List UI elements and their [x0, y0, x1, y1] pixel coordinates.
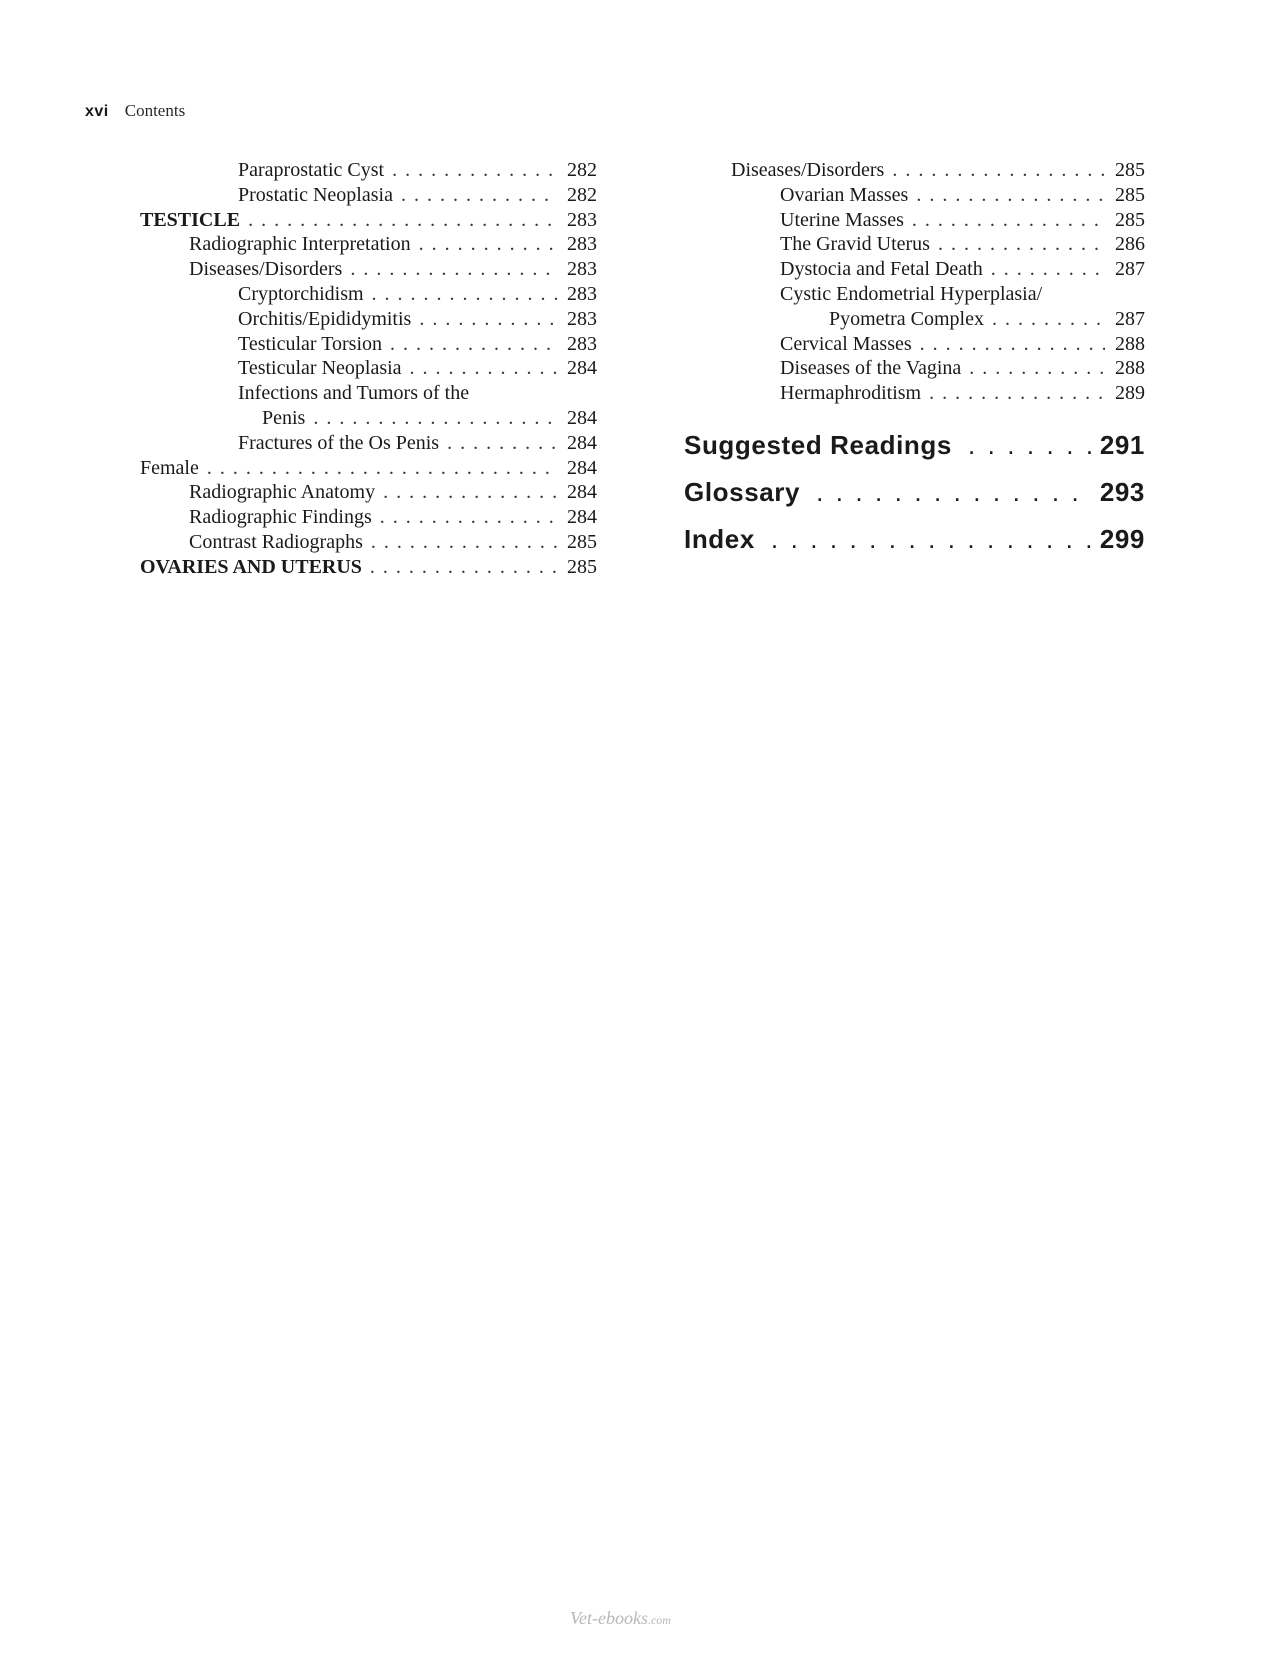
toc-entry-page: 283	[567, 233, 597, 256]
toc-entry[interactable]	[140, 480, 597, 505]
toc-entry[interactable]	[731, 356, 1145, 381]
dot-leader	[371, 530, 557, 555]
running-head	[85, 101, 185, 121]
toc-entry-page: 285	[567, 555, 597, 578]
toc-entry-page: 287	[1115, 307, 1145, 330]
toc-entry[interactable]	[140, 381, 597, 406]
toc-entry[interactable]	[140, 356, 597, 381]
toc-entry-page: 285	[1115, 183, 1145, 206]
toc-entry[interactable]	[731, 332, 1145, 357]
toc-entry-page: 282	[567, 159, 597, 181]
dot-leader	[969, 356, 1105, 381]
watermark-logo	[570, 1608, 671, 1629]
running-head-title: Contents	[124, 101, 186, 120]
dot-leader	[920, 332, 1105, 357]
dot-leader	[916, 183, 1105, 208]
toc-entry-title: Radiographic Anatomy	[189, 481, 376, 504]
dot-leader	[419, 307, 557, 332]
dot-leader	[313, 406, 557, 431]
dot-leader	[401, 183, 557, 208]
dot-leader	[447, 431, 557, 456]
toc-entry-title: Contrast Radiographs	[189, 530, 363, 553]
dot-leader	[992, 307, 1105, 332]
toc-entry-title: Diseases/Disorders	[189, 258, 343, 281]
dot-leader	[419, 232, 557, 257]
toc-entry-page: 285	[1115, 159, 1145, 181]
toc-entry-title: Uterine Masses	[780, 208, 904, 231]
toc-entry[interactable]	[140, 158, 597, 183]
page-folio: xvi	[85, 103, 109, 120]
toc-entry[interactable]	[731, 282, 1145, 307]
toc-entry-title: Paraprostatic Cyst	[238, 159, 385, 181]
toc-entry-title: Testicular Neoplasia	[238, 357, 402, 380]
dot-leader	[207, 456, 557, 481]
toc-entry[interactable]	[731, 257, 1145, 282]
toc-entry[interactable]	[140, 232, 597, 257]
toc-entry[interactable]	[140, 282, 597, 307]
toc-entry-title: Radiographic Findings	[189, 506, 372, 529]
toc-entry-page: 285	[567, 530, 597, 553]
toc-entry-page: 285	[1115, 208, 1145, 231]
toc-entry-title: Diseases of the Vagina	[780, 357, 962, 380]
dot-leader	[390, 332, 557, 357]
toc-entry[interactable]	[140, 208, 597, 233]
major-section-page: 299	[1099, 524, 1145, 554]
toc-entry-title: The Gravid Uterus	[780, 233, 930, 256]
dot-leader	[912, 208, 1105, 233]
toc-entry-title: Cervical Masses	[780, 332, 912, 355]
toc-entry-page: 284	[567, 406, 597, 429]
toc-entry[interactable]	[731, 381, 1145, 406]
dot-leader	[968, 430, 1092, 461]
toc-entry-page: 283	[567, 282, 597, 305]
dot-leader	[350, 257, 557, 282]
toc-entry[interactable]	[731, 232, 1145, 257]
toc-entry-page: 284	[567, 506, 597, 529]
toc-entry-title: Orchitis/Epididymitis	[238, 307, 412, 330]
toc-entry-title: Radiographic Interpretation	[189, 233, 411, 256]
toc-entry-page: 283	[567, 208, 597, 231]
dot-leader	[410, 356, 557, 381]
toc-entry-title: Fractures of the Os Penis	[238, 431, 440, 454]
toc-entry-page: 288	[1115, 332, 1145, 355]
toc-entry-title: Dystocia and Fetal Death	[780, 258, 983, 281]
toc-entry[interactable]	[140, 530, 597, 555]
dot-leader	[892, 158, 1105, 183]
toc-entry[interactable]	[140, 183, 597, 208]
dot-leader	[991, 257, 1105, 282]
toc-entry-title: Penis	[262, 406, 306, 429]
dot-leader	[372, 282, 557, 307]
toc-entry[interactable]	[140, 431, 597, 456]
watermark-text: Vet-ebooks	[570, 1608, 648, 1628]
toc-entry-title: Hermaphroditism	[780, 382, 922, 405]
toc-entry-page: 283	[567, 258, 597, 281]
toc-entry-title: Pyometra Complex	[829, 307, 984, 330]
toc-entry-page: 284	[567, 481, 597, 504]
major-section-page: 293	[1099, 477, 1145, 507]
toc-entry[interactable]	[731, 307, 1145, 332]
dot-leader	[816, 477, 1092, 508]
toc-entry-title: Cystic Endometrial Hyperplasia/	[780, 282, 1043, 305]
toc-entry-title: Cryptorchidism	[238, 282, 364, 305]
dot-leader	[248, 208, 557, 233]
toc-entry-title: Diseases/Disorders	[731, 159, 885, 181]
dot-leader	[370, 555, 557, 580]
toc-entry-page: 286	[1115, 233, 1145, 256]
dot-leader	[938, 232, 1105, 257]
toc-entry-page: 283	[567, 307, 597, 330]
toc-entry[interactable]	[140, 456, 597, 481]
toc-entry-title: Ovarian Masses	[780, 183, 909, 206]
dot-leader	[392, 158, 557, 183]
toc-entry-title: Testicular Torsion	[238, 332, 383, 355]
toc-entry[interactable]	[140, 332, 597, 357]
major-section-entry[interactable]	[684, 524, 1145, 574]
watermark-suffix: .com	[647, 1613, 671, 1627]
major-section-title: Glossary	[684, 477, 801, 507]
toc-entry-page: 289	[1115, 382, 1145, 405]
toc-entry[interactable]	[140, 505, 597, 530]
dot-leader	[929, 381, 1105, 406]
toc-entry[interactable]	[140, 257, 597, 282]
toc-left-column	[140, 158, 597, 580]
toc-entry[interactable]	[731, 183, 1145, 208]
toc-entry-title: TESTICLE	[140, 208, 241, 231]
major-section-entry[interactable]	[684, 477, 1145, 527]
toc-entry-page: 287	[1115, 258, 1145, 281]
dot-leader	[771, 524, 1092, 555]
toc-entry-page: 284	[567, 357, 597, 380]
toc-entry-title: OVARIES AND UTERUS	[140, 555, 362, 578]
toc-entry[interactable]	[731, 158, 1145, 183]
toc-entry[interactable]	[140, 406, 597, 431]
toc-entry-title: Prostatic Neoplasia	[238, 183, 393, 206]
toc-entry[interactable]	[140, 307, 597, 332]
toc-right-column	[731, 158, 1145, 406]
toc-entry-page: 282	[567, 183, 597, 206]
toc-entry-page: 283	[567, 332, 597, 355]
toc-entry[interactable]	[140, 555, 597, 580]
toc-entry-title: Infections and Tumors of the	[238, 382, 470, 405]
dot-leader	[383, 480, 557, 505]
toc-entry[interactable]	[731, 208, 1145, 233]
toc-entry-page: 288	[1115, 357, 1145, 380]
toc-entry-page: 284	[567, 456, 597, 479]
major-section-page: 291	[1099, 430, 1145, 460]
major-section-title: Index	[684, 524, 755, 554]
toc-entry-page: 284	[567, 431, 597, 454]
dot-leader	[380, 505, 557, 530]
toc-entry-title: Female	[140, 456, 199, 479]
major-section-entry[interactable]	[684, 430, 1145, 480]
major-section-title: Suggested Readings	[684, 430, 952, 460]
